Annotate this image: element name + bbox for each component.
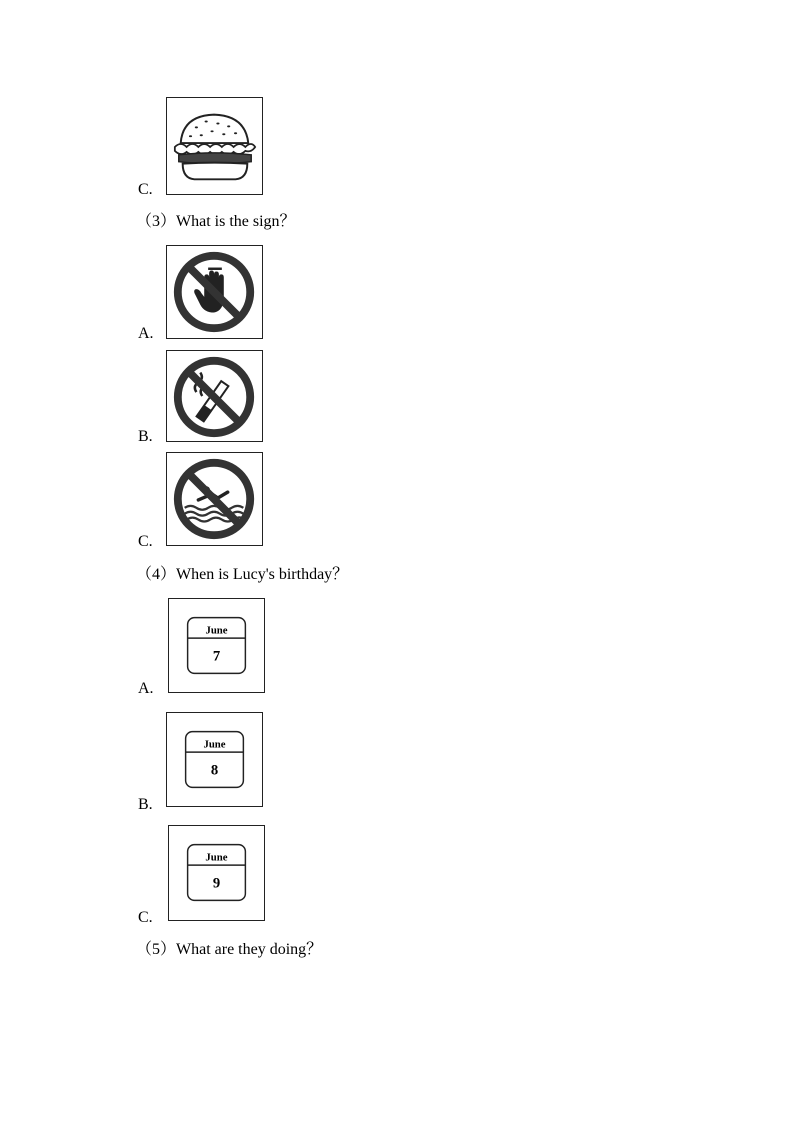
option-letter-b: B. (138, 796, 153, 813)
option-image-calendar-8 (166, 712, 263, 807)
option-image-hamburger (166, 97, 263, 195)
calendar-icon (169, 826, 264, 920)
no-touching-sign-icon (167, 246, 262, 338)
option-image-no-touching (166, 245, 263, 339)
option-image-calendar-9 (168, 825, 265, 921)
calendar-month: June (203, 738, 226, 751)
option-letter-c: C. (138, 181, 153, 198)
calendar-month: June (205, 851, 228, 864)
calendar-day: 7 (212, 648, 221, 665)
option-letter-a: A. (138, 325, 154, 342)
option-letter-a: A. (138, 680, 154, 697)
option-letter-c: C. (138, 533, 153, 550)
calendar-month: June (205, 624, 228, 637)
option-image-no-swimming (166, 452, 263, 546)
option-letter-b: B. (138, 428, 153, 445)
calendar-icon (169, 599, 264, 692)
no-swimming-sign-icon (167, 453, 262, 545)
calendar-day: 8 (210, 762, 219, 779)
calendar-day: 9 (212, 875, 221, 892)
option-image-calendar-7 (168, 598, 265, 693)
option-letter-c: C. (138, 909, 153, 926)
question-3-text: （3）What is the sign？ (136, 213, 296, 230)
calendar-icon (167, 713, 262, 806)
hamburger-icon (167, 98, 262, 194)
question-5-text: （5）What are they doing？ (136, 941, 323, 958)
no-smoking-sign-icon (167, 351, 262, 441)
option-image-no-smoking (166, 350, 263, 442)
question-4-text: （4）When is Lucy's birthday？ (136, 566, 349, 583)
